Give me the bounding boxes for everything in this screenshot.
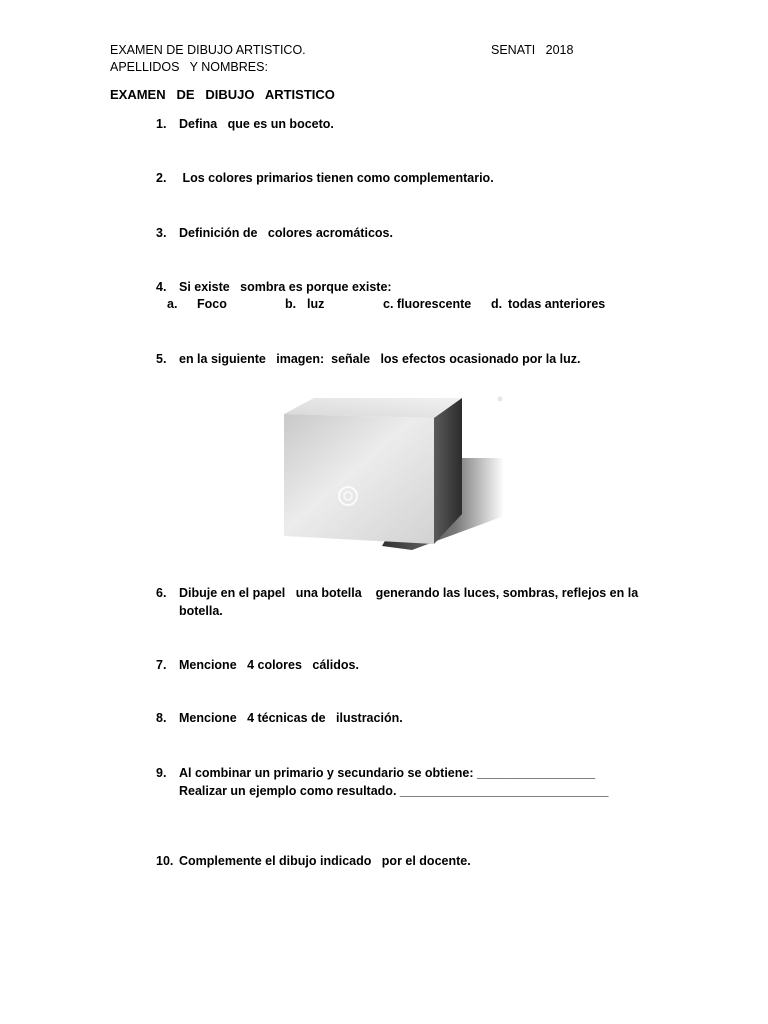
question-text: Dibuje en el papel una botella generando las luces, sombras, reflejos en la	[179, 586, 639, 600]
question-text-continued: botella.	[179, 604, 223, 618]
question-number: 8.	[156, 711, 167, 725]
option-d-text: todas anteriores	[508, 297, 606, 311]
header-name-field: APELLIDOS Y NOMBRES:	[110, 60, 268, 74]
question-text: Defina que es un boceto.	[179, 117, 334, 131]
cube-shading-image	[272, 384, 506, 556]
question-number: 6.	[156, 586, 167, 600]
question-text: Si existe sombra es porque existe:	[179, 280, 392, 294]
question-text: Al combinar un primario y secundario se obtiene: _________________	[179, 766, 596, 780]
header-institution-year: SENATI 2018	[491, 43, 574, 57]
question-number: 5.	[156, 352, 167, 366]
question-number: 9.	[156, 766, 167, 780]
option-b-letter: b.	[285, 297, 297, 311]
question-number: 7.	[156, 658, 167, 672]
question-number: 10.	[156, 854, 174, 868]
page-title: EXAMEN DE DIBUJO ARTISTICO	[110, 87, 335, 102]
header-exam-name: EXAMEN DE DIBUJO ARTISTICO.	[110, 43, 306, 57]
question-text: Complemente el dibujo indicado por el docente.	[179, 854, 471, 868]
question-text: Definición de colores acromáticos.	[179, 226, 393, 240]
option-c-text: c. fluorescente	[383, 297, 472, 311]
question-text-continued: Realizar un ejemplo como resultado. ______________________________	[179, 784, 609, 798]
question-number: 4.	[156, 280, 167, 294]
question-number: 1.	[156, 117, 167, 131]
question-text: Los colores primarios tienen como complementario.	[179, 171, 494, 185]
option-d-letter: d.	[491, 297, 503, 311]
option-a-text: Foco	[197, 297, 227, 311]
question-number: 3.	[156, 226, 167, 240]
option-a-letter: a.	[167, 297, 178, 311]
question-text: Mencione 4 colores cálidos.	[179, 658, 359, 672]
question-text: Mencione 4 técnicas de ilustración.	[179, 711, 403, 725]
option-b-text: luz	[307, 297, 325, 311]
question-number: 2.	[156, 171, 167, 185]
question-text: en la siguiente imagen: señale los efectos ocasionado por la luz.	[179, 352, 581, 366]
